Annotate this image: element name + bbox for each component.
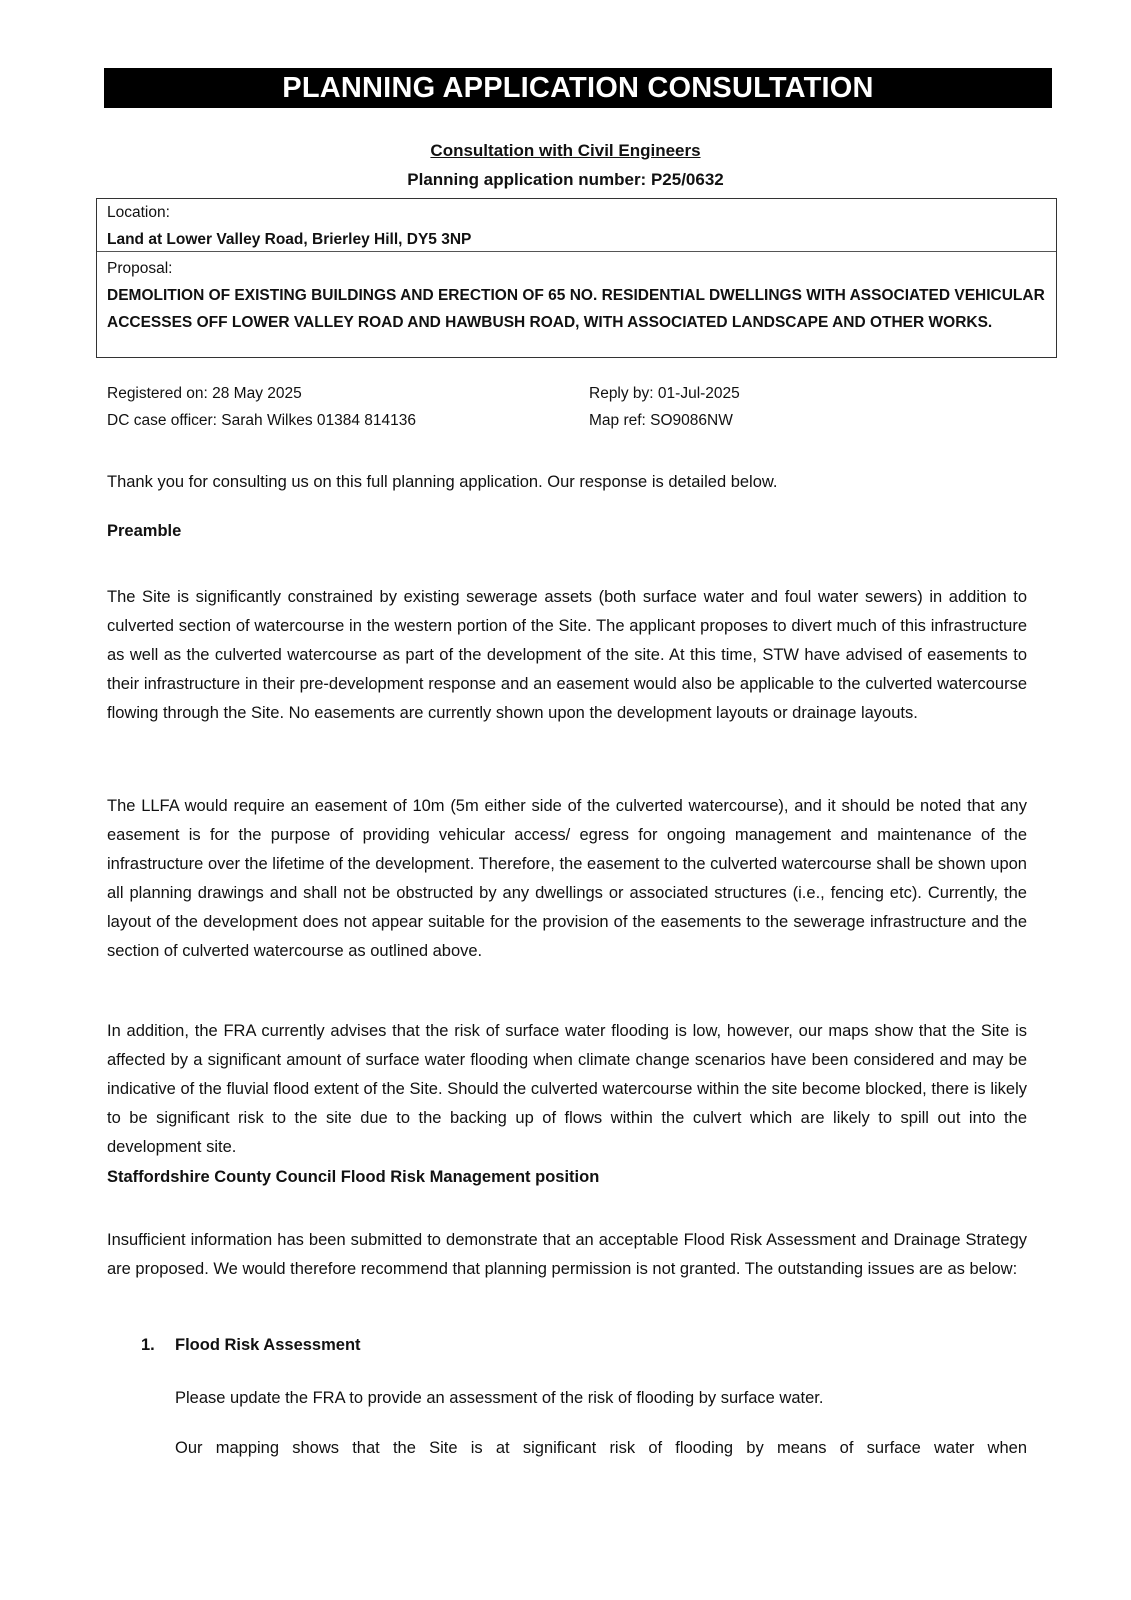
preamble-paragraph-2: The LLFA would require an easement of 10m (5m either side of the culverted watercourse), and it should be noted that any easement is for the purpose of providing vehicular access/ egress for ongoing management and maintenance of the infrastructure over the lifetime of the development. Therefore, the easement to the culverted watercourse shall be shown upon all planning drawings and shall not be obstructed by any dwellings or associated structures (i.e., fencing etc). Currently, the layout of the development does not appear suitable for the provision of the easements to the sewerage infrastructure and the section of culverted watercourse as outlined above. (107, 797, 1027, 960)
case-officer: DC case officer: Sarah Wilkes 01384 814136 (107, 412, 417, 429)
location-cell (107, 199, 1046, 253)
meta-right (589, 380, 740, 434)
issue-number: 1. (141, 1336, 155, 1354)
preamble-heading: Preamble (107, 522, 182, 540)
application-details-table (96, 198, 1057, 358)
preamble-paragraph-1: The Site is significantly constrained by existing sewerage assets (both surface water and foul water sewers) in addition to culverted section of watercourse in the western portion of the Site. The applicant proposes to divert much of this infrastructure as well as the culverted watercourse as part of the development of the site. At this time, STW have advised of easements to their infrastructure in their pre-development response and an easement would also be applicable to the culverted watercourse flowing through the Site. No easements are currently shown upon the development layouts or drainage layouts. (107, 588, 1027, 722)
document-title-banner: PLANNING APPLICATION CONSULTATION (104, 68, 1052, 108)
position-paragraph: Insufficient information has been submitted to demonstrate that an acceptable Flood Risk Assessment and Drainage Strategy are proposed. We would therefore recommend that planning permission is not granted. The outstanding issues are as below: (107, 1231, 1027, 1278)
issue-paragraph-1: Please update the FRA to provide an assessment of the risk of flooding by surface water. (175, 1389, 824, 1407)
position-heading: Staffordshire County Council Flood Risk Management position (107, 1168, 600, 1186)
issue-title: Flood Risk Assessment (175, 1336, 361, 1354)
application-number: Planning application number: P25/0632 (407, 170, 724, 189)
registered-on: Registered on: 28 May 2025 (107, 385, 302, 402)
consultation-subtitle: Consultation with Civil Engineers (430, 141, 701, 160)
intro-paragraph: Thank you for consulting us on this full planning application. Our response is detailed below. (107, 473, 778, 491)
preamble-paragraph-3: In addition, the FRA currently advises that the risk of surface water flooding is low, however, our maps show that the Site is affected by a significant amount of surface water flooding when climate change scenarios have been considered and may be indicative of the fluvial flood extent of the Site. Should the culverted watercourse within the site become blocked, there is likely to be significant risk to the site due to the backing up of flows within the culvert which are likely to spill out into the development site. (107, 1022, 1027, 1156)
meta-left (107, 380, 416, 434)
map-ref: Map ref: SO9086NW (589, 412, 733, 429)
reply-by: Reply by: 01-Jul-2025 (589, 385, 740, 402)
location-value: Land at Lower Valley Road, Brierley Hill, DY5 3NP (107, 231, 472, 248)
table-divider (97, 251, 1056, 252)
issue-paragraph-2: Our mapping shows that the Site is at significant risk of flooding by means of surface water when (175, 1439, 1027, 1457)
location-label: Location: (107, 204, 170, 221)
proposal-label: Proposal: (107, 260, 173, 277)
proposal-value: DEMOLITION OF EXISTING BUILDINGS AND ERECTION OF 65 NO. RESIDENTIAL DWELLINGS WITH ASSOCIATED VEHICULAR ACCESSES OFF LOWER VALLEY ROAD AND HAWBUSH ROAD, WITH ASSOCIATED LANDSCAPE AND OTHER WORKS. (107, 287, 1045, 331)
proposal-cell (107, 255, 1046, 336)
